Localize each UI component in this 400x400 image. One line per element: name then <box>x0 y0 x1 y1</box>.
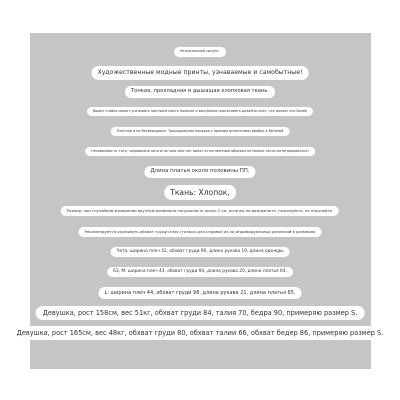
text-line: Ткань: Хлопок, <box>164 185 236 200</box>
text-line: Девушка, рост 158см, вес 51кг, обхват груди 84, талия 70, бедра 90, примеряю размер S. <box>36 306 365 320</box>
text-line: Вырез стойка может усиливать протяженность полосок и визуально протягивать дизайна плеч, что делает его более <box>87 107 313 116</box>
text-line: Итальянский силуэт. <box>174 47 226 57</box>
text-line: 63, М: ширина плеч 43, обхват груди 94, длина рукава 20, длина платья 64, <box>107 267 293 277</box>
text-line: Художественные модные принты, узнаваемые и самобытные! <box>92 66 309 80</box>
text-line: Чета: ширина плеч 42, обхват груди 90, длина рукава 19, длина одежды <box>111 247 290 257</box>
text-line: Размер: при случайном измерении вручную возможна погрешность около 2 см, если вы не возражаете, пожалуйста, не покупайте. <box>61 206 339 216</box>
text-line: Независимо от того, заправлена ли она за пояс или нет вилят естественным образом не можно легко интегрироваться! <box>85 147 315 156</box>
text-line: Тонкая, прохладная и дышащая хлопковая ткань. <box>125 86 275 98</box>
text-line: Плотная и не ботвающаяся. Традиционная посадка с прямым испачением двойки к ботвной <box>111 127 290 136</box>
text-line: L: ширина плеч 44, обхват груди 98, длина рукава 21, длина платья 65. <box>98 287 301 299</box>
text-line: Рекомендуется указывать обхват груди и вес (только для справки из-за индивидуальных различий в размерах <box>79 227 322 237</box>
text-line: Девушка, рост 165см, вес 48кг, обхват груди 80, обхват талии 66, обхват бедер 86, примеряю размер S. <box>10 326 391 340</box>
text-line: Длина платья около половины ПП. <box>144 166 255 178</box>
